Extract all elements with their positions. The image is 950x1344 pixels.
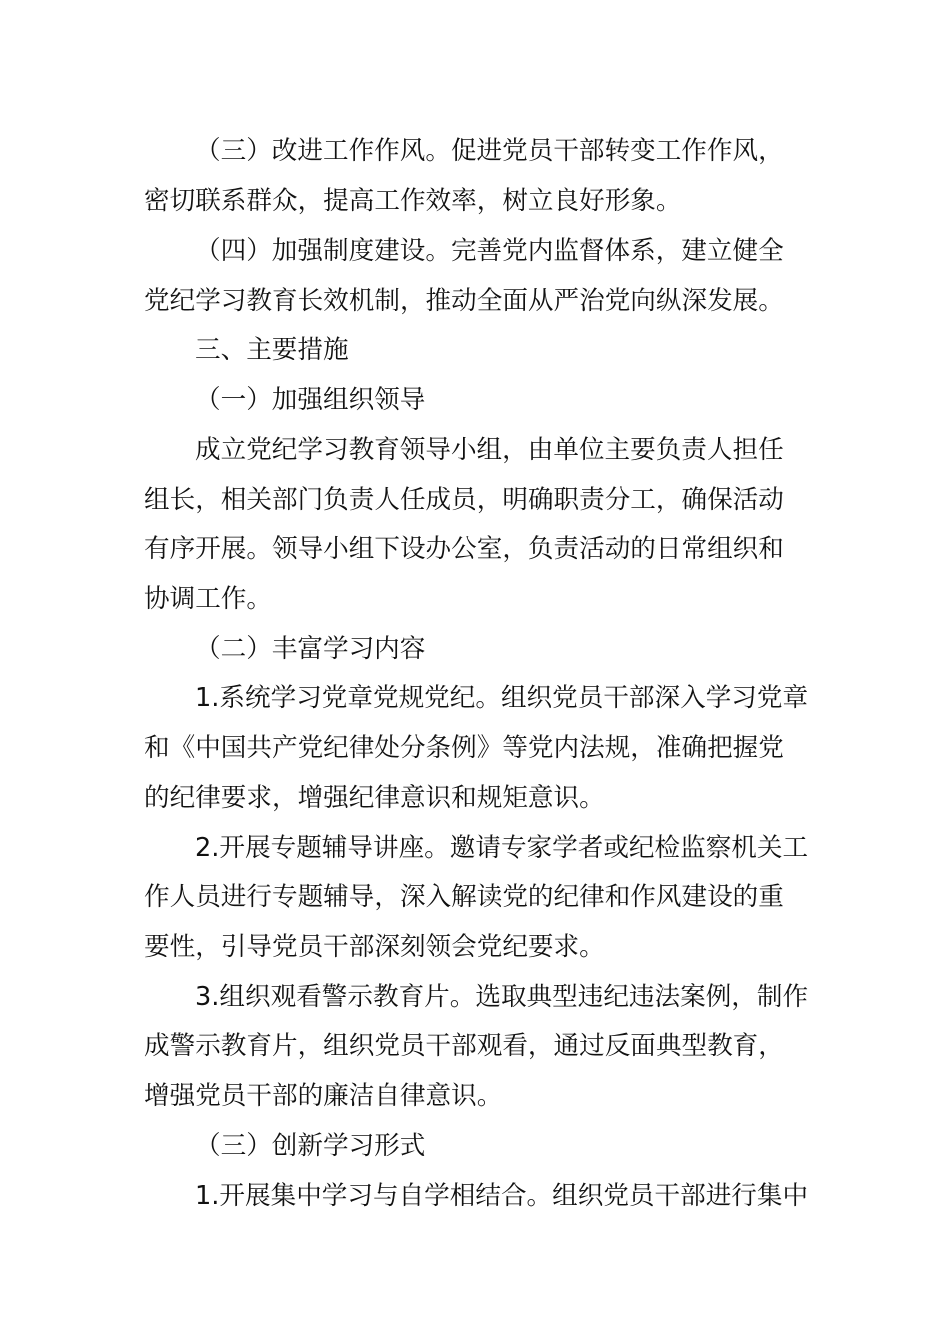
section-heading: 三、主要措施 [195, 335, 349, 365]
paragraph-line: 1.开展集中学习与自学相结合。组织党员干部进行集中 [195, 1181, 809, 1211]
subsection-heading: （三）创新学习形式 [195, 1131, 426, 1161]
paragraph-line: 增强党员干部的廉洁自律意识。 [144, 1081, 503, 1111]
subsection-heading: （二）丰富学习内容 [195, 634, 426, 664]
paragraph-line: 成警示教育片，组织党员干部观看，通过反面典型教育， [144, 1031, 784, 1061]
paragraph-line: 2.开展专题辅导讲座。邀请专家学者或纪检监察机关工 [195, 833, 809, 863]
paragraph-line: 党纪学习教育长效机制，推动全面从严治党向纵深发展。 [144, 286, 784, 316]
paragraph-line: 有序开展。领导小组下设办公室，负责活动的日常组织和 [144, 534, 784, 564]
paragraph-line: 密切联系群众，提高工作效率，树立良好形象。 [144, 186, 682, 216]
paragraph-line: 要性，引导党员干部深刻领会党纪要求。 [144, 932, 605, 962]
paragraph-line: （四）加强制度建设。完善党内监督体系，建立健全 [195, 236, 784, 266]
paragraph-line: 成立党纪学习教育领导小组，由单位主要负责人担任 [195, 435, 784, 465]
paragraph-line: 1.系统学习党章党规党纪。组织党员干部深入学习党章 [195, 683, 809, 713]
paragraph-line: 协调工作。 [144, 584, 272, 614]
subsection-heading: （一）加强组织领导 [195, 385, 426, 415]
paragraph-line: 组长，相关部门负责人任成员，明确职责分工，确保活动 [144, 485, 784, 515]
paragraph-line: 作人员进行专题辅导，深入解读党的纪律和作风建设的重 [144, 882, 784, 912]
paragraph-line: 和《中国共产党纪律处分条例》等党内法规，准确把握党 [144, 733, 784, 763]
paragraph-line: 的纪律要求，增强纪律意识和规矩意识。 [144, 783, 605, 813]
paragraph-line: （三）改进工作作风。促进党员干部转变工作作风， [195, 136, 784, 166]
paragraph-line: 3.组织观看警示教育片。选取典型违纪违法案例，制作 [195, 982, 809, 1012]
